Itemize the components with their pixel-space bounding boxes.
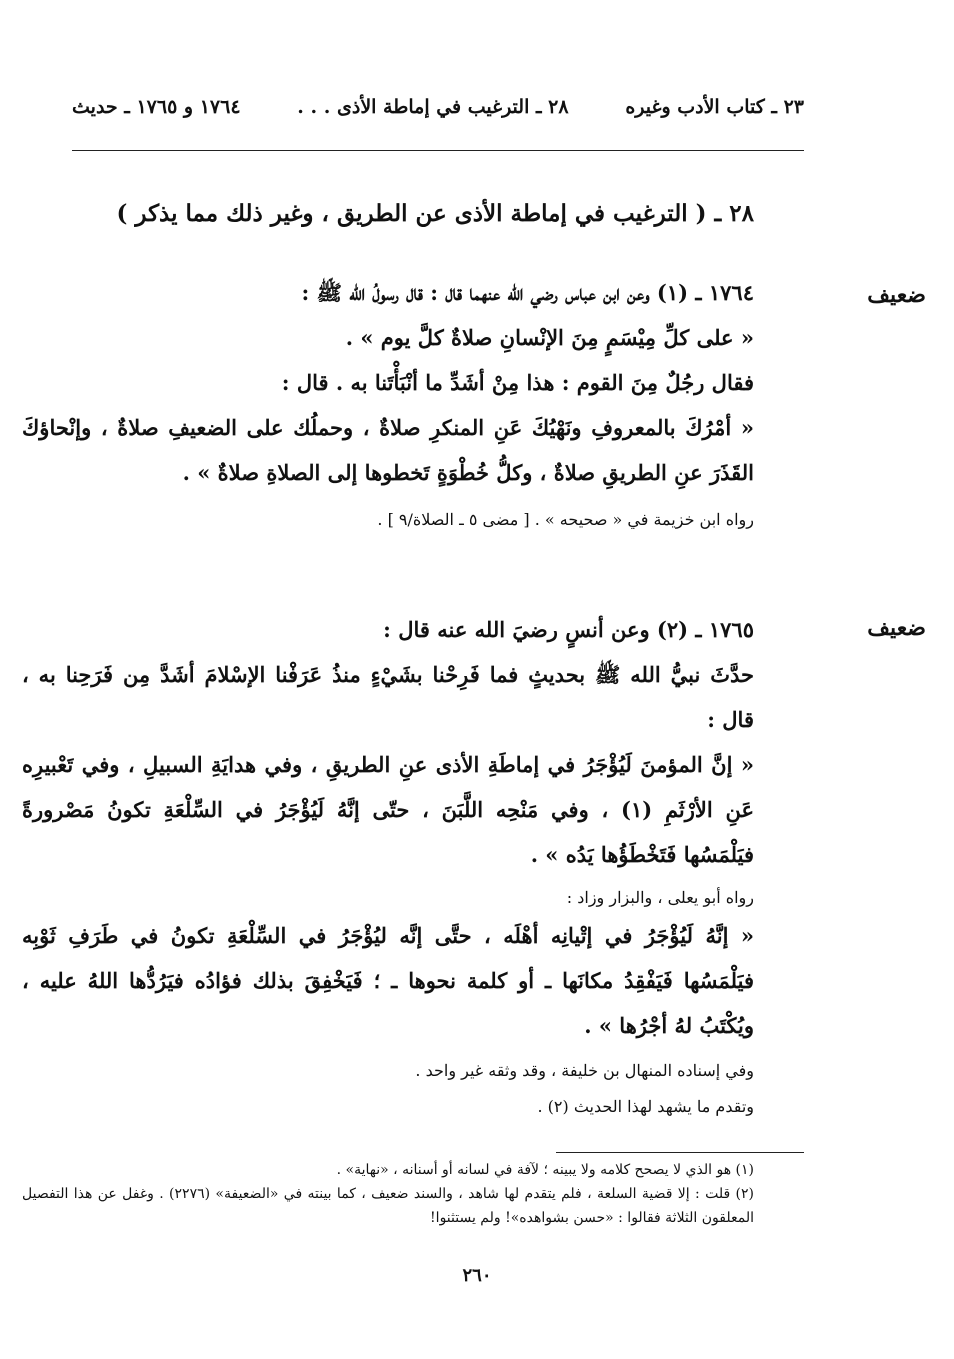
hadith-1765-grade: ضعيف: [867, 615, 926, 641]
hadith-1764: [22, 270, 754, 535]
running-head-chapter: ٢٨ ـ الترغيب في إماطة الأذى . . .: [297, 96, 569, 118]
running-head-book: ٢٣ ـ كتاب الأدب وغيره: [625, 96, 804, 118]
page-number: ٢٦٠: [462, 1265, 492, 1286]
hadith-1765-isnad: ١٧٦٥ ـ (٢) وعن أنسٍ رضيَ الله عنه قال :: [383, 617, 754, 642]
chapter-title: ٢٨ ـ ( الترغيب في إماطة الأذى عن الطريق ، وغير ذلك مما يذكر ): [116, 200, 754, 227]
footnote-divider: [556, 1152, 804, 1153]
hadith-1765-source-1: رواه أبو يعلى ، والبزار وزاد :: [566, 888, 754, 907]
hadith-1765-matn: « إنَّ المؤمنَ لَيُؤْجَرُ في إماطَةِ الأذى عنِ الطريقِ ، وفي هدايَةِ السبيلِ ، وفي تَعْبيرِه عَنِ الأرْثَمِ (١) ، وفي مَنْحِه اللَّبَنَ ، حتّى إنَّهُ لَيُؤْجَرُ في السِّلْعَةِ تكونُ مَصْرورةً فيَلْمَسُها فَتَخْطَؤُها يَدُه » .: [22, 752, 754, 867]
hadith-1765: [22, 607, 754, 1122]
hadith-1765-source-3: وتقدم ما يشهد لهذا الحديث (٢) .: [537, 1097, 754, 1116]
footnotes: [22, 1158, 754, 1230]
running-head: [72, 96, 804, 118]
hadith-1764-grade: ضعيف: [867, 282, 926, 308]
hadith-1764-source: رواه ابن خزيمة في « صحيحه » . [ مضى ٥ ـ الصلاة/٩ ] .: [377, 510, 754, 529]
hadith-1765-narration: حدَّثَ نبيُّ الله ﷺ بحديثٍ فما فَرِحْنا بشَيْءٍ منذُ عَرَفْنا الإسْلامَ أشَدَّ مِن فَرَحِنا به ، قال :: [22, 662, 754, 732]
hadith-1765-source-2: وفي إسناده المنهال بن خليفة ، وقد وثقه غير واحد .: [415, 1061, 754, 1080]
running-head-hadith-range: ١٧٦٤ و ١٧٦٥ ـ حديث: [72, 96, 241, 118]
header-divider: [72, 150, 804, 151]
hadith-1764-matn: « على كلِّ مِيْسَمٍ مِنَ الإنْسانِ صلاةٌ كلَّ يوم » .: [345, 325, 754, 350]
footnote-2: (٢) قلت : إلا قضية السلعة ، فلم يتقدم لها شاهد ، والسند ضعيف ، كما بينته في «الضعيفة» (٢٢٧٦) . وغفل عن هذا التفصيل المعلقون الثلاثة فقالوا : «حسن بشواهده»! ولم يستثنوا!: [22, 1186, 754, 1226]
hadith-1764-answer: « أمْرُكَ بالمعروفِ ونَهْيُكَ عَنِ المنكرِ صلاةٌ ، وحملُك على الضعيفِ صلاةٌ ، وإنْحاؤكَ القَذَرَ عنِ الطريقِ صلاةٌ ، وكلُّ خُطْوَةٍ تَخطوها إلى الصلاةِ صلاةٌ » .: [22, 415, 754, 485]
footnote-1: (١) هو الذي لا يصحح كلامه ولا يبينه ؛ لآفة في لسانه أو أسنانه ، «نهاية» .: [336, 1162, 754, 1178]
hadith-1764-isnad: ١٧٦٤ ـ (١) وعن ابن عباس رضي الله عنهما قال : قال رسولُ الله ﷺ :: [301, 280, 754, 305]
hadith-1764-question: فقال رجُلٌ مِنَ القوم : هذا مِنْ أشَدِّ ما أنْبَأْتَنا به . قال :: [281, 370, 754, 395]
hadith-1765-addition: « إنَّهُ لَيُؤْجَرُ في إتْيانِه أهْلَه ، حتَّى إنَّه ليُؤْجَرُ في السِّلْعَةِ تكونُ في طَرَفِ ثَوْبِه فيَلْمَسُها فَيَفْقِدُ مكانَها ـ أو كلمة نحوها ـ ؛ فَيَخْفِقَ بذلك فؤادُه فيَرُدُّها اللهُ عليه ، ويُكْتَبُ لهُ أجْرُها » .: [22, 923, 754, 1038]
